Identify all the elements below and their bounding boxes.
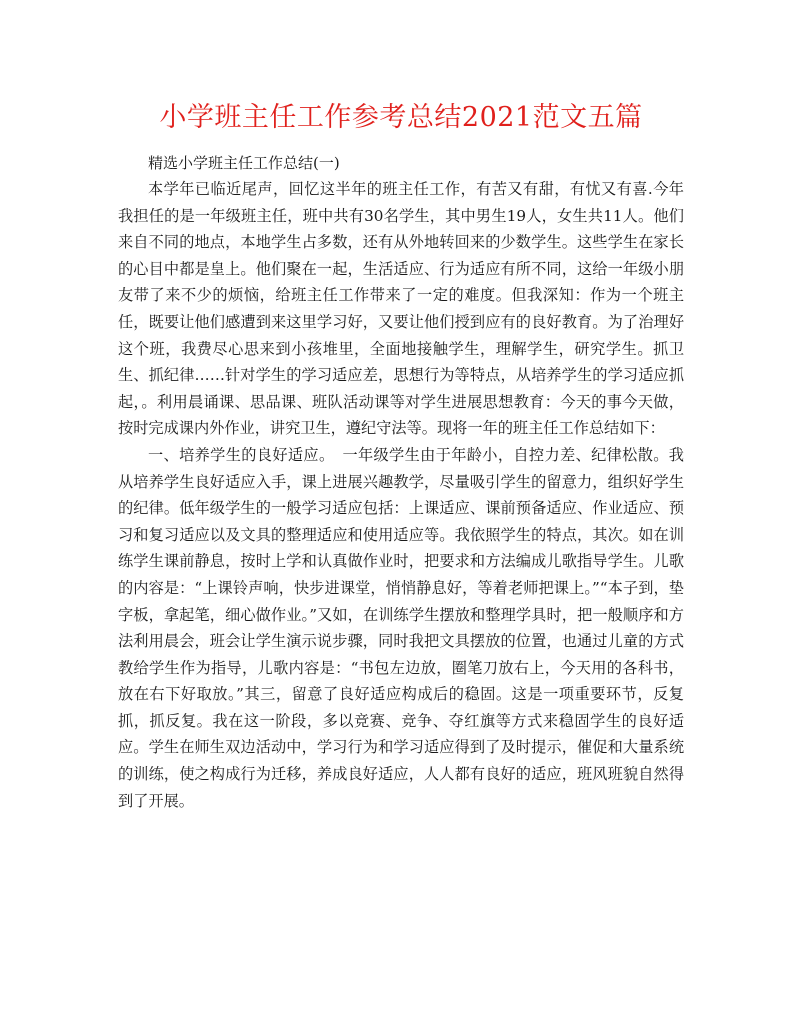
paragraph-habits: 一、培养学生的良好适应。 一年级学生由于年龄小，自控力差、纪律松散。我从培养学生良好适应入手，课上进展兴趣教学，尽量吸引学生的留意力，组织好学生的纪律。低年级学生的一般学习适应包括：上课适应、课前预备适应、作业适应、预习和复习适应以及文具的整理适应和使用适应等。我依照学生的特点，其次。如在训练学生课前静息，按时上学和认真做作业时，把要求和方法编成儿歌指导学生。儿歌的内容是：“上课铃声响，快步进课堂，悄悄静息好，等着老师把课上。”“本子到，垫字板，拿起笔，细心做作业。”又如，在训练学生摆放和整理学具时，把一般顺序和方法利用晨会，班会让学生演示说步骤，同时我把文具摆放的位置，也通过儿童的方式教给学生作为指导，儿歌内容是：“书包左边放，圈笔刀放右上，今天用的各科书，放在右下好取放。”其三，留意了良好适应构成后的稳固。这是一项重要环节，反复抓，抓反复。我在这一阶段，多以竞赛、竞争、夺红旗等方式来稳固学生的良好适应。学生在师生双边活动中，学习行为和学习适应得到了及时提示，催促和大量系统的训练，使之构成行为迁移，养成良好适应，人人都有良好的适应，班风班貌自然得到了开展。	[118, 445, 684, 810]
paragraph-intro: 本学年已临近尾声，回忆这半年的班主任工作，有苦又有甜，有忧又有喜.今年我担任的是一年级班主任，班中共有30名学生，其中男生19人，女生共11人。他们来自不同的地点，本地学生占多数，还有从外地转回来的少数学生。这些学生在家长的心目中都是皇上。他们聚在一起，生活适应、行为适应有所不同，这给一年级小朋友带了来不少的烦恼，给班主任工作带来了一定的难度。但我深知：作为一个班主任，既要让他们感遭到来这里学习好，又要让他们授到应有的良好教育。为了治理好这个班，我费尽心思来到小孩堆里，全面地接触学生，理解学生，研究学生。抓卫生、抓纪律……针对学生的学习适应差，思想行为等特点，从培养学生的学习适应抓起，。利用晨诵课、思品课、班队活动课等对学生进展思想教育：今天的事今天做，按时完成课内外作业，讲究卫生，遵纪守法等。现将一年的班主任工作总结如下：	[118, 180, 684, 438]
section-heading: 精选小学班主任工作总结(一)	[148, 154, 340, 172]
document-title: 小学班主任工作参考总结2021范文五篇	[159, 102, 643, 133]
document-page	[118, 98, 684, 814]
